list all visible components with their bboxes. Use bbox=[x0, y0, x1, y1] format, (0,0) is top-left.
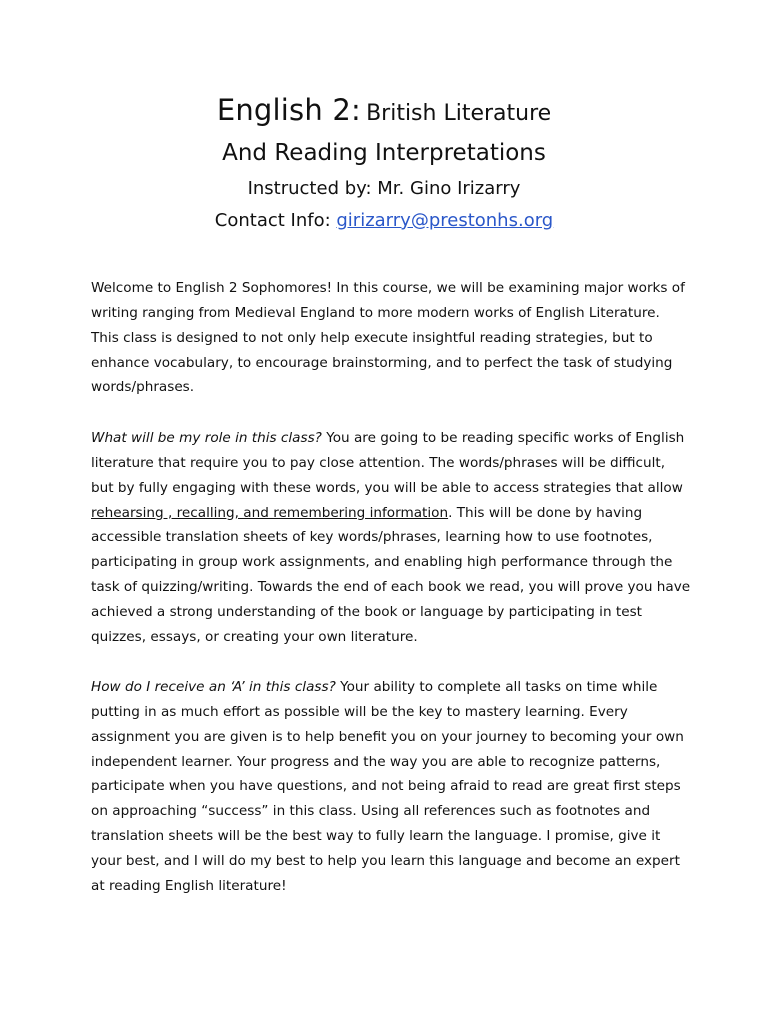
course-title bbox=[0, 93, 768, 127]
contact-email-link[interactable]: girizarry@prestonhs.org bbox=[336, 210, 554, 231]
course-title-main: English 2: bbox=[216, 93, 361, 127]
document-header bbox=[0, 93, 768, 231]
welcome-text: Welcome to English 2 Sophomores! In this course, we will be examining major works of writing ranging from Medieval England to more modern works of English Literature. This class is designed to not only help execute insightful reading strategies, but to enhance vocabulary, to encourage brainstorming, and to perfect the task of studying words/phrases. bbox=[91, 280, 685, 396]
role-question: What will be my role in this class? bbox=[91, 430, 322, 446]
contact-label: Contact Info: bbox=[214, 210, 337, 231]
role-text-a: You are going to be reading specific works of English literature that require you to pay close attention. The words/phrases will be difficult, but by fully engaging with these words, you will be able to access strategies that allow bbox=[91, 430, 685, 496]
grade-text: Your ability to complete all tasks on time while putting in as much effort as possible will be the key to mastery learning. Every assignment you are given is to help benefit you on your journey to becoming your own independent learner. Your progress and the way you are able to recognize patterns, participate when you have questions, and not being afraid to read are great first steps on approaching “success” in this class. Using all references such as footnotes and translation sheets will be the best way to fully learn the language. I promise, give it your best, and I will do my best to help you learn this language and become an expert at reading English literature! bbox=[91, 679, 684, 894]
course-title-sub: British Literature bbox=[366, 101, 552, 126]
welcome-paragraph bbox=[91, 276, 691, 400]
course-subtitle: And Reading Interpretations bbox=[222, 140, 546, 166]
role-paragraph bbox=[91, 426, 691, 650]
instructor-name: Mr. Gino Irizarry bbox=[377, 178, 521, 199]
grade-question: How do I receive an ‘A’ in this class? bbox=[91, 679, 336, 695]
grade-paragraph bbox=[91, 675, 691, 899]
role-underlined-phrase: rehearsing , recalling, and remembering information bbox=[91, 504, 449, 521]
contact-line bbox=[0, 212, 768, 230]
instructor-label: Instructed by: bbox=[247, 178, 378, 199]
instructor-line bbox=[0, 180, 768, 198]
role-text-b: . This will be done by having accessible translation sheets of key words/phrases, learning how to use footnotes, participating in group work assignments, and enabling high performance through the task of quizzing/writing. Towards the end of each book we read, you will prove you have achieved a strong understanding of the book or language by participating in test quizzes, essays, or creating your own literature. bbox=[91, 504, 691, 645]
